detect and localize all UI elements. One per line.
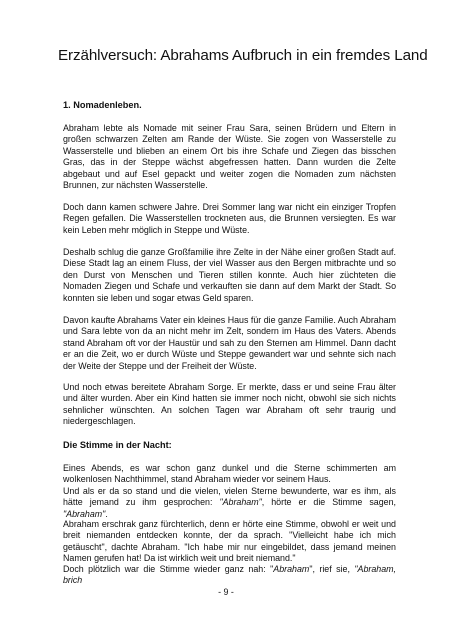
paragraph-6: Eines Abends, es war schon ganz dunkel und die Sterne schimmerten am wolkenlosen Nachthimmel, stand Abraham wieder vor seinem Haus.: [63, 463, 396, 485]
quote-abraham: "Abraham": [219, 497, 262, 508]
text-run: , hörte er die Stimme sagen,: [261, 497, 396, 508]
section-heading-stimme: Die Stimme in der Nacht:: [63, 440, 172, 450]
paragraph-8: Abraham erschrak ganz fürchterlich, denn er hörte eine Stimme, obwohl er weit und breit niemanden entdecken konnte, der da sprach. "Vielleicht habe ich mich getäuscht", dachte Abraham. "Ich habe mir nur eingebildet, dass jemand meinen Namen gerufen hat! Da ist wirklich weit und breit niemand.": [63, 519, 396, 564]
page-number: - 9 -: [218, 587, 234, 597]
paragraph-1: Abraham lebte als Nomade mit seiner Frau Sara, seinen Brüdern und Eltern in großen schwarzen Zelten am Rande der Wüste. Sie zogen von Wasserstelle zu Wasserstelle und blieben an einem Ort bis ihre Schafe und Ziegen das bisschen Gras, das in der Steppe wächst abgefressen hatten. Dann wurden die Zelte abgebaut und auf Esel gepackt und weiter zogen die Nomaden zum nächsten Brunnen, zur nächsten Wasserstelle.: [63, 123, 396, 191]
text-run: Und als er da so stand und die vielen, vielen Sterne bewunderte, war es ihm, als hätte jemand zu ihm gesprochen:: [63, 486, 396, 508]
paragraph-4: Davon kaufte Abrahams Vater ein kleines Haus für die ganze Familie. Auch Abraham und Sara lebte von da an nicht mehr im Zelt, sondern im Haus des Vaters. Abends stand Abraham oft vor der Haustür und sah zu den Sternen am Himmel. Dann dacht er an die Zeit, wo er durch Wüste und Steppe gewandert war und sehnte sich nach der Weite der Steppe und der Freiheit der Wüste.: [63, 315, 396, 371]
section-heading-nomadenleben: 1. Nomadenleben.: [63, 100, 142, 110]
paragraph-2: Doch dann kamen schwere Jahre. Drei Sommer lang war nicht ein einziger Tropfen Regen gefallen. Die Wasserstellen trockneten aus, die Brunnen versiegten. Es war kein Leben mehr möglich in Steppe und Wüste.: [63, 202, 396, 235]
paragraph-5: Und noch etwas bereitete Abraham Sorge. Er merkte, dass er und seine Frau älter und älter wurden. Aber ein Kind hatten sie immer noch nicht, obwohl sie sich nichts sehnlicher wünschten. An solchen Tagen war Abraham oft sehr traurig und niedergeschlagen.: [63, 382, 396, 427]
quote-abraham-brich: "Abraham, brich: [63, 564, 397, 586]
text-run: Doch plötzlich war die Stimme wieder ganz nah: ": [63, 564, 274, 574]
text-run: ", rief sie,: [309, 564, 355, 574]
quote-abraham: Abraham: [273, 564, 310, 574]
paragraph-9: [63, 564, 396, 587]
quote-abraham: "Abraham": [63, 508, 106, 519]
paragraph-7: [63, 486, 396, 520]
page-title: Erzählversuch: Abrahams Aufbruch in ein fremdes Land: [58, 47, 428, 64]
text-run: .: [105, 508, 108, 519]
paragraph-3: Deshalb schlug die ganze Großfamilie ihre Zelte in der Nähe einer großen Stadt auf. Diese Stadt lag an einem Fluss, der viel Wasser aus den Bergen mitbrachte und so den Durst von Menschen und Tieren stillen konnte. Auch hier züchteten die Nomaden Ziegen und Schafe und verkauften sie dann auf dem Markt der Stadt. So konnten sie leben und sogar etwas Geld sparen.: [63, 247, 396, 303]
